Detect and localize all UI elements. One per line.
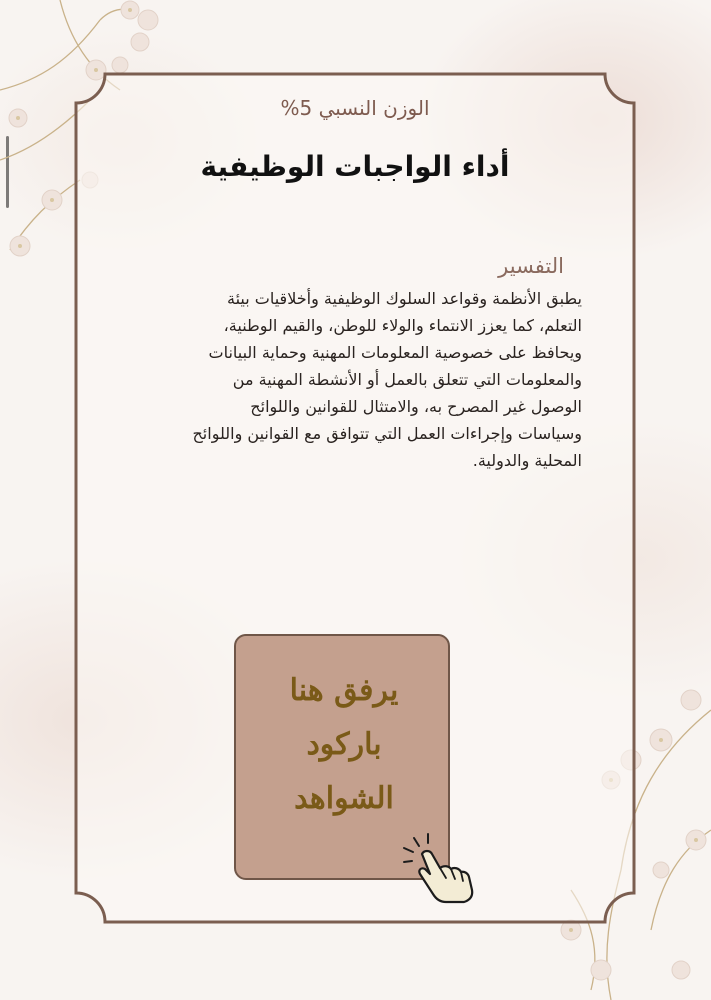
barcode-line: يرفق هنا bbox=[289, 673, 399, 708]
paragraph-line: وسياسات وإجراءات العمل التي تتوافق مع القوانين واللوائح bbox=[192, 424, 582, 443]
barcode-line: الشواهد bbox=[294, 781, 394, 816]
page-title: أداء الواجبات الوظيفية bbox=[200, 150, 510, 183]
section-heading: التفسير bbox=[498, 254, 564, 278]
paragraph-line: الوصول غير المصرح به، والامتثال للقوانين واللوائح bbox=[250, 397, 582, 416]
paragraph-line: المحلية والدولية. bbox=[472, 451, 582, 470]
paragraph-line: يطبق الأنظمة وقواعد السلوك الوظيفية وأخلاقيات بيئة bbox=[227, 289, 582, 308]
explanation-paragraph bbox=[86, 285, 582, 474]
paragraph-line: ويحافظ على خصوصية المعلومات المهنية وحماية البيانات bbox=[208, 343, 582, 362]
barcode-instruction bbox=[236, 664, 452, 826]
barcode-line: باركود bbox=[306, 727, 382, 762]
paragraph-line: والمعلومات التي تتعلق بالعمل أو الأنشطة المهنية من bbox=[232, 370, 582, 389]
pointing-hand-click-icon bbox=[400, 832, 476, 904]
paragraph-line: التعلم، كما يعزز الانتماء والولاء للوطن، والقيم الوطنية، bbox=[223, 316, 582, 335]
relative-weight: الوزن النسبي 5% bbox=[280, 96, 430, 120]
